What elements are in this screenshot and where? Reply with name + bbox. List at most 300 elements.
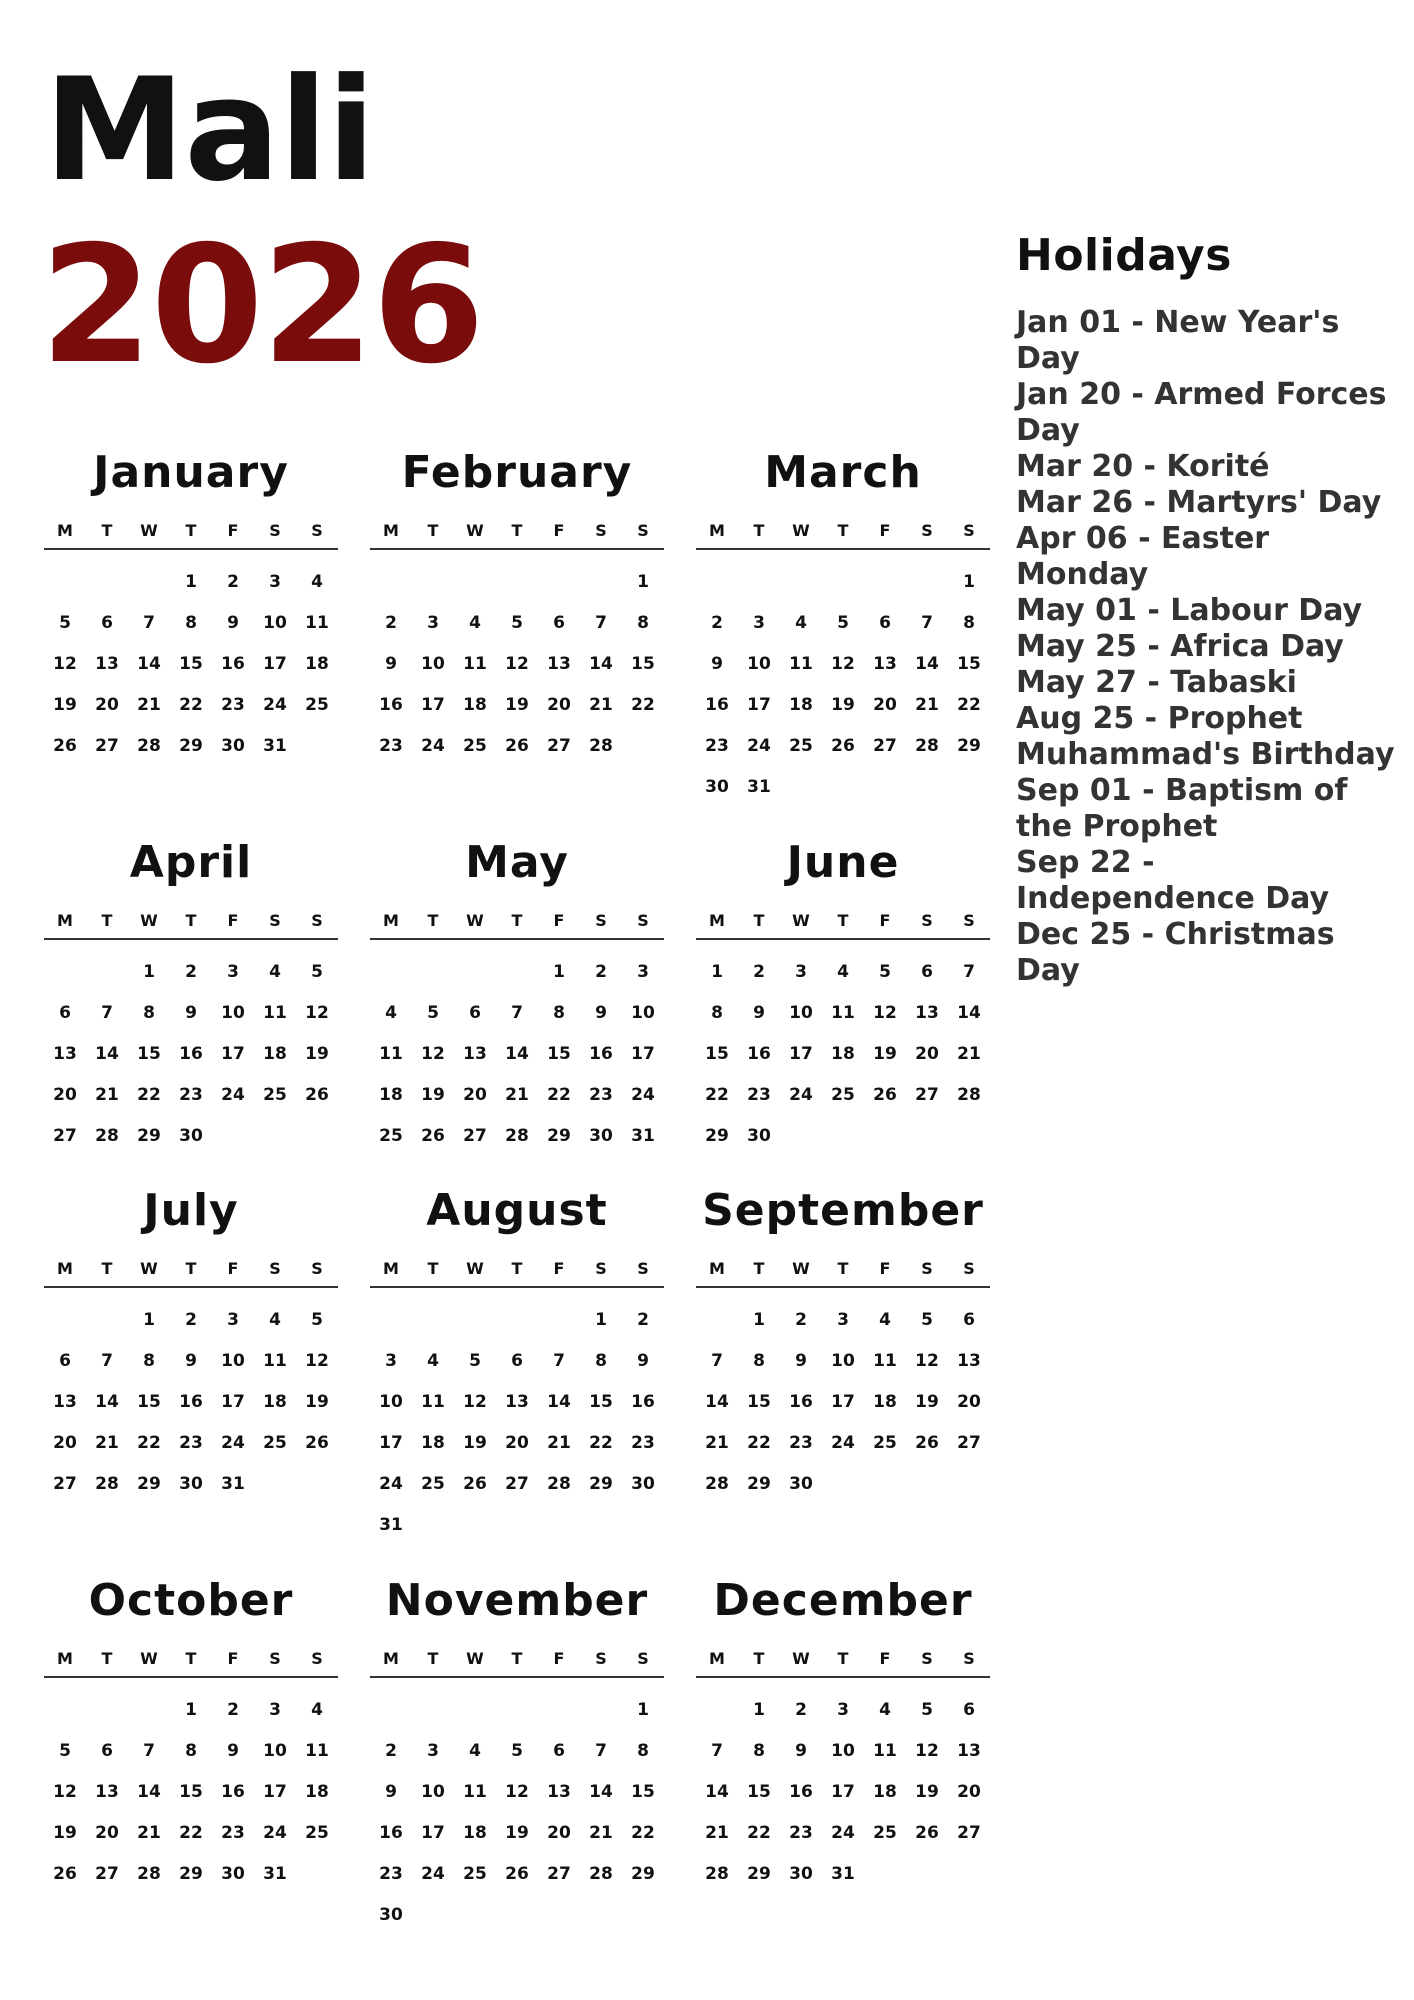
day-number: 4	[385, 1003, 397, 1023]
day-number: 10	[221, 1351, 245, 1371]
empty-day-cell	[496, 1690, 538, 1731]
empty-day-cell	[538, 562, 580, 603]
weekday-label: M	[383, 911, 399, 930]
day-number: 25	[463, 736, 487, 756]
day-number: 7	[595, 613, 607, 633]
holiday-item: Apr 06 - Easter Monday	[1016, 521, 1270, 592]
day-number: 13	[547, 654, 571, 674]
day-number: 6	[553, 613, 565, 633]
day-number: 23	[747, 1085, 771, 1105]
year-title: 2026	[40, 212, 483, 400]
day-number: 30	[179, 1126, 203, 1146]
day-number: 8	[553, 1003, 565, 1023]
day-number: 15	[179, 1782, 203, 1802]
month-name: March	[764, 447, 922, 498]
day-number: 22	[179, 695, 203, 715]
weekday-label: F	[879, 1649, 891, 1668]
weekday-label: F	[227, 1259, 239, 1278]
day-number: 15	[705, 1044, 729, 1064]
month-name: December	[713, 1575, 973, 1626]
month-name: September	[702, 1185, 984, 1236]
day-number: 4	[837, 962, 849, 982]
day-number: 1	[637, 1700, 649, 1720]
day-number: 22	[547, 1085, 571, 1105]
day-number: 31	[831, 1864, 855, 1884]
month-name: February	[401, 447, 633, 498]
day-number: 3	[795, 962, 807, 982]
day-number: 15	[137, 1392, 161, 1412]
month-name: August	[426, 1185, 608, 1236]
day-number: 1	[185, 1700, 197, 1720]
day-number: 28	[705, 1864, 729, 1884]
day-number: 23	[789, 1433, 813, 1453]
day-number: 27	[463, 1126, 487, 1146]
day-number: 2	[753, 962, 765, 982]
day-number: 18	[263, 1392, 287, 1412]
day-number: 10	[379, 1392, 403, 1412]
day-number: 9	[711, 654, 723, 674]
day-number: 6	[59, 1003, 71, 1023]
day-number: 16	[179, 1392, 203, 1412]
day-number: 27	[505, 1474, 529, 1494]
day-number: 18	[873, 1392, 897, 1412]
weekday-label: S	[595, 911, 607, 930]
day-number: 19	[831, 695, 855, 715]
weekday-label: T	[427, 1259, 439, 1278]
day-number: 7	[143, 1741, 155, 1761]
month-days	[44, 562, 338, 767]
day-number: 30	[589, 1126, 613, 1146]
month-august	[370, 1183, 664, 1546]
day-number: 16	[747, 1044, 771, 1064]
day-number: 10	[831, 1741, 855, 1761]
day-number: 17	[263, 654, 287, 674]
weekday-label: T	[185, 1649, 197, 1668]
empty-day-cell	[412, 1300, 454, 1341]
day-number: 30	[789, 1864, 813, 1884]
day-number: 24	[221, 1085, 245, 1105]
day-number: 5	[59, 613, 71, 633]
day-number: 12	[915, 1741, 939, 1761]
day-number: 15	[957, 654, 981, 674]
weekday-label: T	[753, 1259, 765, 1278]
weekday-label: F	[879, 1259, 891, 1278]
weekday-header	[370, 1649, 664, 1678]
weekday-label: S	[637, 911, 649, 930]
day-number: 11	[263, 1003, 287, 1023]
weekday-label: W	[792, 1259, 810, 1278]
day-number: 8	[143, 1351, 155, 1371]
day-number: 17	[831, 1782, 855, 1802]
day-number: 20	[873, 695, 897, 715]
day-number: 17	[221, 1044, 245, 1064]
weekday-label: T	[837, 521, 849, 540]
weekday-header	[370, 1259, 664, 1288]
day-number: 17	[747, 695, 771, 715]
day-number: 27	[957, 1433, 981, 1453]
weekday-label: F	[879, 911, 891, 930]
day-number: 15	[747, 1782, 771, 1802]
weekday-label: S	[595, 521, 607, 540]
weekday-header	[696, 1259, 990, 1288]
day-number: 18	[463, 695, 487, 715]
day-number: 11	[463, 654, 487, 674]
day-number: 9	[385, 654, 397, 674]
empty-day-cell	[44, 952, 86, 993]
empty-day-cell	[496, 1300, 538, 1341]
day-number: 24	[747, 736, 771, 756]
day-number: 8	[637, 1741, 649, 1761]
day-number: 9	[227, 1741, 239, 1761]
day-number: 19	[505, 1823, 529, 1843]
weekday-label: M	[57, 911, 73, 930]
day-number: 12	[53, 1782, 77, 1802]
day-number: 16	[379, 1823, 403, 1843]
day-number: 1	[963, 572, 975, 592]
day-number: 6	[963, 1310, 975, 1330]
day-number: 1	[637, 572, 649, 592]
day-number: 7	[553, 1351, 565, 1371]
month-days	[370, 952, 664, 1157]
day-number: 18	[263, 1044, 287, 1064]
weekday-label: S	[963, 1259, 975, 1278]
day-number: 24	[421, 1864, 445, 1884]
empty-day-cell	[370, 1690, 412, 1731]
month-april	[44, 835, 338, 1157]
weekday-label: T	[185, 521, 197, 540]
day-number: 5	[59, 1741, 71, 1761]
day-number: 9	[595, 1003, 607, 1023]
day-number: 24	[379, 1474, 403, 1494]
day-number: 25	[379, 1126, 403, 1146]
weekday-label: W	[792, 1649, 810, 1668]
weekday-label: W	[140, 521, 158, 540]
day-number: 14	[589, 654, 613, 674]
day-number: 1	[595, 1310, 607, 1330]
day-number: 9	[185, 1351, 197, 1371]
weekday-header	[44, 1649, 338, 1678]
day-number: 16	[221, 654, 245, 674]
weekday-label: T	[837, 1649, 849, 1668]
day-number: 27	[957, 1823, 981, 1843]
empty-day-cell	[86, 1300, 128, 1341]
day-number: 30	[179, 1474, 203, 1494]
weekday-label: T	[185, 911, 197, 930]
weekday-label: M	[709, 1649, 725, 1668]
day-number: 25	[831, 1085, 855, 1105]
month-name: May	[465, 837, 569, 888]
weekday-label: T	[101, 521, 113, 540]
day-number: 28	[589, 1864, 613, 1884]
holiday-item: Aug 25 - Prophet Muhammad's Birthday	[1016, 701, 1395, 772]
day-number: 7	[101, 1003, 113, 1023]
weekday-header	[44, 1259, 338, 1288]
day-number: 13	[53, 1392, 77, 1412]
day-number: 26	[305, 1433, 329, 1453]
holiday-item: Jan 01 - New Year's Day	[1016, 305, 1340, 376]
day-number: 21	[505, 1085, 529, 1105]
day-number: 20	[505, 1433, 529, 1453]
day-number: 1	[753, 1700, 765, 1720]
day-number: 9	[185, 1003, 197, 1023]
day-number: 22	[747, 1823, 771, 1843]
day-number: 12	[505, 654, 529, 674]
weekday-label: W	[140, 1649, 158, 1668]
empty-day-cell	[696, 1690, 738, 1731]
day-number: 6	[469, 1003, 481, 1023]
day-number: 14	[705, 1782, 729, 1802]
month-name: October	[88, 1575, 294, 1626]
day-number: 11	[831, 1003, 855, 1023]
day-number: 4	[879, 1310, 891, 1330]
weekday-header	[370, 521, 664, 550]
day-number: 26	[505, 736, 529, 756]
day-number: 11	[305, 613, 329, 633]
weekday-label: S	[921, 521, 933, 540]
day-number: 12	[915, 1351, 939, 1371]
day-number: 27	[53, 1126, 77, 1146]
day-number: 17	[631, 1044, 655, 1064]
month-december	[696, 1573, 990, 1895]
holiday-item: Jan 20 - Armed Forces Day	[1016, 377, 1387, 448]
day-number: 18	[305, 654, 329, 674]
day-number: 10	[263, 613, 287, 633]
month-name: June	[786, 837, 900, 888]
day-number: 29	[631, 1864, 655, 1884]
day-number: 11	[263, 1351, 287, 1371]
day-number: 16	[705, 695, 729, 715]
month-days	[696, 1690, 990, 1895]
weekday-label: W	[466, 911, 484, 930]
day-number: 2	[795, 1700, 807, 1720]
day-number: 27	[547, 736, 571, 756]
day-number: 17	[263, 1782, 287, 1802]
weekday-label: M	[709, 1259, 725, 1278]
holidays-title: Holidays	[1016, 230, 1232, 281]
day-number: 30	[631, 1474, 655, 1494]
day-number: 25	[263, 1433, 287, 1453]
day-number: 10	[263, 1741, 287, 1761]
day-number: 13	[873, 654, 897, 674]
day-number: 2	[595, 962, 607, 982]
weekday-label: W	[140, 911, 158, 930]
weekday-label: T	[427, 521, 439, 540]
day-number: 31	[747, 777, 771, 797]
weekday-header	[44, 911, 338, 940]
day-number: 17	[421, 1823, 445, 1843]
day-number: 24	[421, 736, 445, 756]
empty-day-cell	[496, 562, 538, 603]
empty-day-cell	[454, 1300, 496, 1341]
day-number: 30	[221, 736, 245, 756]
weekday-label: M	[709, 521, 725, 540]
day-number: 5	[311, 1310, 323, 1330]
day-number: 19	[421, 1085, 445, 1105]
holiday-item: Sep 01 - Baptism of the Prophet	[1016, 773, 1348, 844]
day-number: 4	[311, 572, 323, 592]
empty-day-cell	[86, 1690, 128, 1731]
day-number: 16	[221, 1782, 245, 1802]
day-number: 10	[631, 1003, 655, 1023]
empty-day-cell	[44, 1690, 86, 1731]
day-number: 23	[179, 1433, 203, 1453]
day-number: 11	[379, 1044, 403, 1064]
weekday-label: S	[595, 1649, 607, 1668]
weekday-header	[696, 1649, 990, 1678]
day-number: 6	[963, 1700, 975, 1720]
weekday-label: S	[963, 911, 975, 930]
day-number: 12	[305, 1351, 329, 1371]
weekday-label: W	[466, 521, 484, 540]
weekday-label: M	[57, 1649, 73, 1668]
weekday-label: T	[511, 1259, 523, 1278]
weekday-label: T	[837, 1259, 849, 1278]
day-number: 24	[631, 1085, 655, 1105]
day-number: 13	[53, 1044, 77, 1064]
day-number: 19	[915, 1782, 939, 1802]
empty-day-cell	[86, 562, 128, 603]
day-number: 24	[263, 695, 287, 715]
month-days	[370, 1690, 664, 1936]
day-number: 2	[385, 613, 397, 633]
day-number: 22	[589, 1433, 613, 1453]
day-number: 25	[263, 1085, 287, 1105]
day-number: 15	[747, 1392, 771, 1412]
weekday-label: S	[311, 521, 323, 540]
day-number: 14	[957, 1003, 981, 1023]
day-number: 31	[221, 1474, 245, 1494]
day-number: 8	[753, 1351, 765, 1371]
day-number: 20	[95, 695, 119, 715]
month-june	[696, 835, 990, 1157]
month-days	[44, 1690, 338, 1895]
weekday-label: T	[753, 1649, 765, 1668]
day-number: 7	[511, 1003, 523, 1023]
day-number: 8	[595, 1351, 607, 1371]
day-number: 27	[95, 1864, 119, 1884]
empty-day-cell	[580, 562, 622, 603]
day-number: 13	[505, 1392, 529, 1412]
day-number: 10	[421, 1782, 445, 1802]
weekday-label: W	[792, 521, 810, 540]
day-number: 6	[879, 613, 891, 633]
day-number: 29	[137, 1474, 161, 1494]
day-number: 20	[95, 1823, 119, 1843]
day-number: 21	[705, 1433, 729, 1453]
day-number: 26	[421, 1126, 445, 1146]
day-number: 25	[873, 1433, 897, 1453]
day-number: 13	[95, 654, 119, 674]
month-days	[696, 952, 990, 1157]
empty-day-cell	[822, 562, 864, 603]
day-number: 29	[957, 736, 981, 756]
weekday-header	[696, 521, 990, 550]
day-number: 25	[421, 1474, 445, 1494]
day-number: 3	[427, 613, 439, 633]
day-number: 12	[53, 654, 77, 674]
weekday-label: S	[595, 1259, 607, 1278]
day-number: 17	[379, 1433, 403, 1453]
day-number: 21	[95, 1085, 119, 1105]
holiday-item: Mar 26 - Martyrs' Day	[1016, 485, 1382, 520]
holiday-item: May 01 - Labour Day	[1016, 593, 1363, 628]
day-number: 18	[831, 1044, 855, 1064]
day-number: 4	[795, 613, 807, 633]
weekday-label: M	[57, 1259, 73, 1278]
weekday-label: S	[269, 911, 281, 930]
day-number: 14	[137, 1782, 161, 1802]
weekday-label: S	[963, 521, 975, 540]
empty-day-cell	[86, 952, 128, 993]
empty-day-cell	[370, 952, 412, 993]
weekday-label: T	[101, 911, 113, 930]
day-number: 4	[469, 1741, 481, 1761]
day-number: 20	[915, 1044, 939, 1064]
empty-day-cell	[496, 952, 538, 993]
day-number: 22	[137, 1433, 161, 1453]
day-number: 18	[379, 1085, 403, 1105]
day-number: 28	[137, 736, 161, 756]
month-february	[370, 445, 664, 767]
day-number: 8	[963, 613, 975, 633]
day-number: 18	[789, 695, 813, 715]
day-number: 4	[427, 1351, 439, 1371]
weekday-label: M	[383, 1649, 399, 1668]
empty-day-cell	[696, 1300, 738, 1341]
day-number: 4	[269, 1310, 281, 1330]
day-number: 30	[705, 777, 729, 797]
day-number: 25	[305, 695, 329, 715]
day-number: 14	[137, 654, 161, 674]
day-number: 14	[705, 1392, 729, 1412]
day-number: 2	[227, 572, 239, 592]
day-number: 7	[595, 1741, 607, 1761]
day-number: 11	[789, 654, 813, 674]
day-number: 28	[505, 1126, 529, 1146]
day-number: 18	[463, 1823, 487, 1843]
day-number: 5	[427, 1003, 439, 1023]
day-number: 16	[789, 1782, 813, 1802]
day-number: 6	[101, 1741, 113, 1761]
day-number: 24	[831, 1823, 855, 1843]
month-name: April	[129, 837, 253, 888]
day-number: 6	[553, 1741, 565, 1761]
day-number: 26	[915, 1823, 939, 1843]
empty-day-cell	[538, 1300, 580, 1341]
weekday-label: T	[427, 1649, 439, 1668]
weekday-header	[370, 911, 664, 940]
weekday-label: W	[466, 1649, 484, 1668]
day-number: 29	[747, 1864, 771, 1884]
day-number: 18	[873, 1782, 897, 1802]
day-number: 2	[185, 1310, 197, 1330]
day-number: 2	[385, 1741, 397, 1761]
day-number: 10	[747, 654, 771, 674]
day-number: 19	[505, 695, 529, 715]
month-days	[44, 952, 338, 1157]
month-name: November	[385, 1575, 649, 1626]
day-number: 26	[53, 1864, 77, 1884]
day-number: 26	[873, 1085, 897, 1105]
day-number: 28	[957, 1085, 981, 1105]
day-number: 7	[101, 1351, 113, 1371]
day-number: 3	[637, 962, 649, 982]
day-number: 31	[263, 736, 287, 756]
empty-day-cell	[454, 952, 496, 993]
day-number: 6	[101, 613, 113, 633]
day-number: 27	[53, 1474, 77, 1494]
day-number: 1	[553, 962, 565, 982]
